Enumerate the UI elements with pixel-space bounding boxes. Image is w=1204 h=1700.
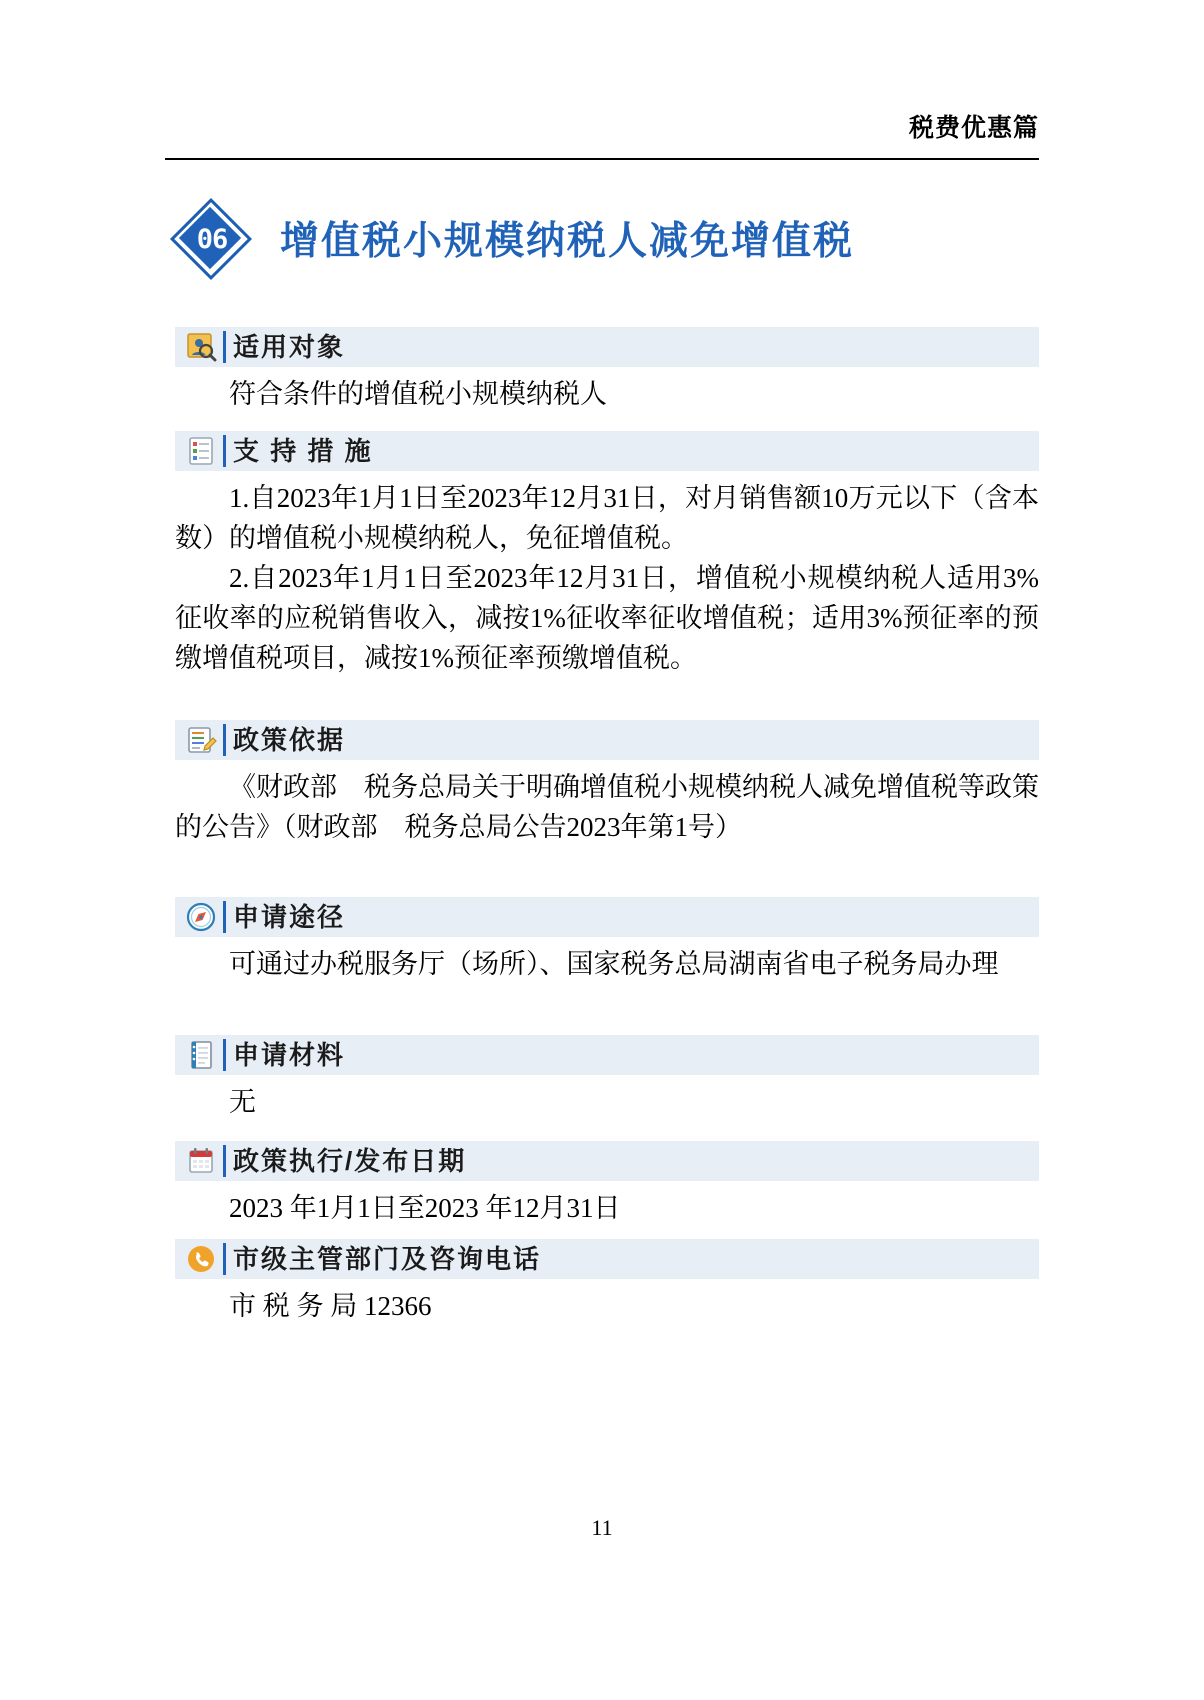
section-separator (223, 724, 226, 756)
section-body-application-materials: 无 (229, 1087, 256, 1117)
section-body-policy-basis: 《财政部 税务总局关于明确增值税小规模纳税人减免增值税等政策的公告》（财政部 税务总局公告2023年第1号） (175, 772, 1039, 842)
section-header-support-measures (175, 431, 1039, 471)
compass-icon (185, 901, 217, 933)
section-label: 支 持 措 施 (233, 436, 373, 466)
section-header-application-materials (175, 1035, 1039, 1075)
section-header-applicable-objects (175, 327, 1039, 367)
phone-icon (185, 1243, 217, 1275)
section-body-support-measures-2: 2.自2023年1月1日至2023年12月31日，增值税小规模纳税人适用3%征收率的应税销售收入，减按1%征收率征收增值税；适用3%预征率的预缴增值税项目，减按1%预征率预缴增值税。 (175, 563, 1039, 673)
document-pencil-icon (185, 724, 217, 756)
section-header-policy-basis (175, 720, 1039, 760)
section-body-support-measures-1: 1.自2023年1月1日至2023年12月31日，对月销售额10万元以下（含本数）的增值税小规模纳税人，免征增值税。 (175, 483, 1039, 553)
page-title: 增值税小规模纳税人减免增值税 (280, 220, 855, 263)
section-body-applicable-objects: 符合条件的增值税小规模纳税人 (229, 379, 607, 409)
section-body-authority-phone: 市 税 务 局 12366 (229, 1291, 432, 1321)
page-number: 11 (591, 1515, 613, 1540)
section-separator (223, 1039, 226, 1071)
section-label: 政策执行/发布日期 (233, 1146, 467, 1176)
section-separator (223, 901, 226, 933)
section-separator (223, 331, 226, 363)
section-label: 申请材料 (233, 1040, 346, 1070)
section-body-application-channel: 可通过办税服务厅（场所）、国家税务总局湖南省电子税务局办理 (229, 949, 999, 979)
section-header-effective-date (175, 1141, 1039, 1181)
section-separator (223, 435, 226, 467)
magnifier-person-icon (185, 331, 217, 363)
section-label: 申请途径 (233, 902, 346, 932)
number-badge-diamond-icon (175, 203, 249, 277)
checklist-icon (185, 435, 217, 467)
section-title-row (175, 200, 1045, 280)
notebook-icon (185, 1039, 217, 1071)
section-label: 政策依据 (233, 725, 346, 755)
section-separator (223, 1243, 226, 1275)
section-header-authority-phone (175, 1239, 1039, 1279)
section-label: 市级主管部门及咨询电话 (233, 1244, 542, 1274)
section-body-effective-date: 2023 年1月1日至2023 年12月31日 (229, 1193, 621, 1223)
number-badge-label: 06 (196, 224, 228, 255)
section-label: 适用对象 (233, 332, 346, 362)
section-header-application-channel (175, 897, 1039, 937)
calendar-icon (185, 1145, 217, 1177)
running-header: 税费优惠篇 (908, 115, 1039, 142)
section-separator (223, 1145, 226, 1177)
header-divider (165, 158, 1039, 160)
